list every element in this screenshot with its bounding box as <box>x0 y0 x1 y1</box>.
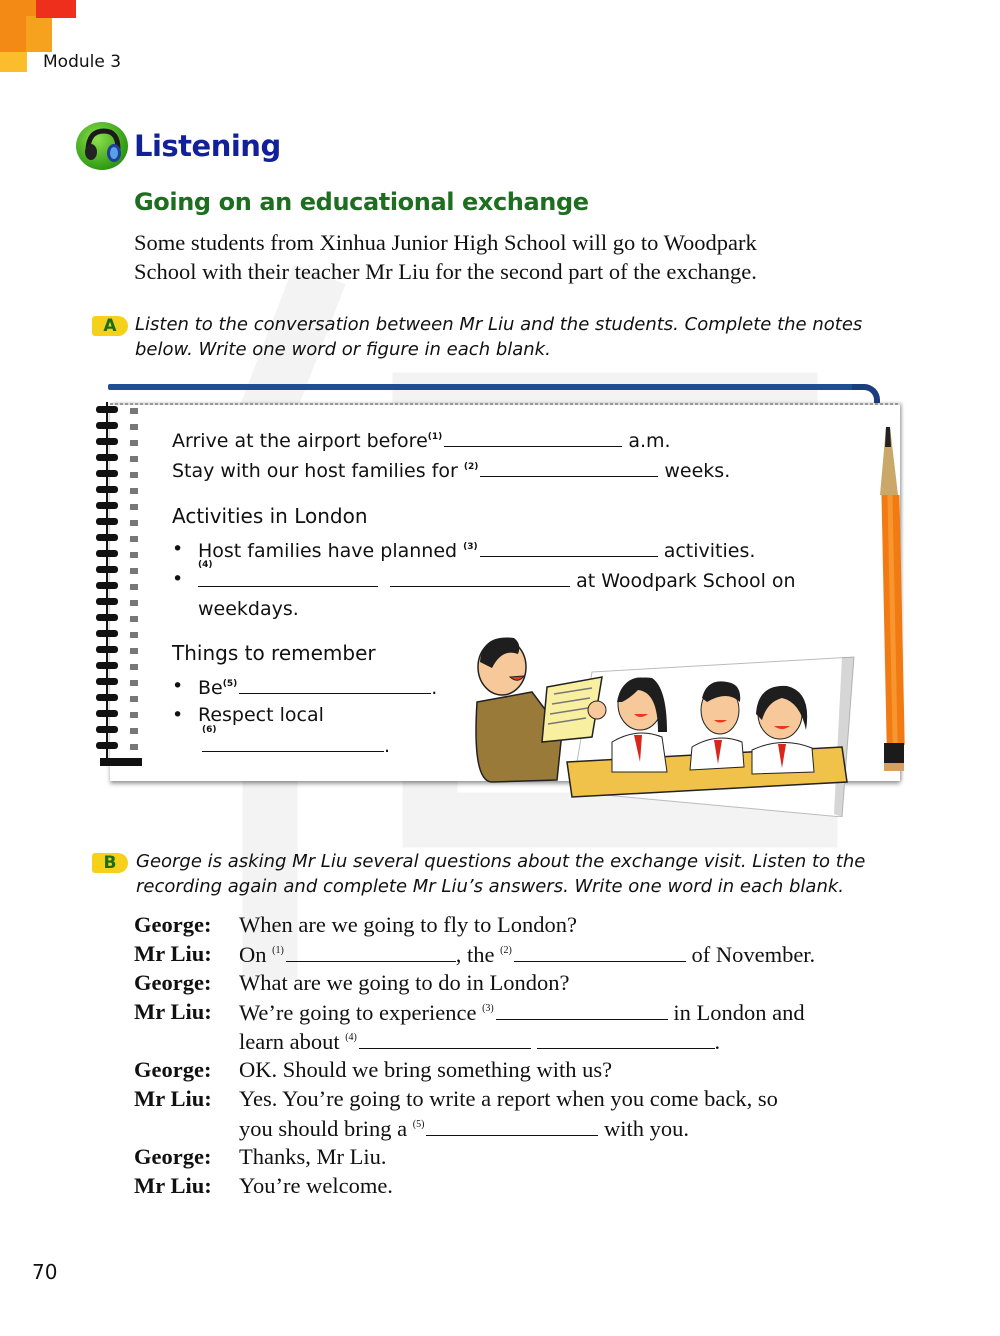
note-bullet-be <box>198 675 437 699</box>
binding-hole <box>130 584 138 590</box>
answer-blank-4a[interactable] <box>359 1028 531 1049</box>
binding-hole <box>130 664 138 670</box>
blank-4a[interactable] <box>198 568 378 587</box>
blank-number: (1) <box>272 945 284 956</box>
note-text: Arrive at the airport before <box>172 430 428 452</box>
utterance-text: learn about <box>239 1029 340 1054</box>
instruction-line: George is asking Mr Liu several questions about the exchange visit. Listen to the <box>136 851 866 872</box>
binding-hole <box>130 744 138 750</box>
listening-title: Listening <box>134 129 281 163</box>
note-text: weekdays. <box>198 598 299 620</box>
binding-hole <box>130 456 138 462</box>
binding-hole <box>130 568 138 574</box>
note-text: . <box>384 735 391 757</box>
corner-decoration <box>26 16 52 52</box>
note-text: at Woodpark School on <box>576 570 796 592</box>
utterance-text: with you. <box>604 1116 690 1141</box>
note-text: Respect local <box>198 704 324 726</box>
task-b-instructions <box>136 850 896 899</box>
note-text: . <box>431 677 438 699</box>
binding-hole <box>130 680 138 686</box>
note-arrival <box>172 428 671 452</box>
notebook-cover-edge <box>108 384 866 390</box>
answer-blank-1[interactable] <box>286 941 456 962</box>
binding-hole <box>130 600 138 606</box>
module-label: Module 3 <box>43 52 122 72</box>
binding-hole <box>130 696 138 702</box>
utterance-text: in London and <box>673 1000 805 1025</box>
binding-hole <box>130 728 138 734</box>
speaker-label: Mr Liu: <box>134 1173 212 1198</box>
speaker-label: Mr Liu: <box>134 941 212 966</box>
binding-hole <box>130 472 138 478</box>
binding-hole <box>130 536 138 542</box>
instruction-line: below. Write one word or figure in each blank. <box>135 338 551 360</box>
note-text: Host families have planned <box>198 540 458 562</box>
section-title: Going on an educational exchange <box>134 188 589 216</box>
answer-blank-3[interactable] <box>496 999 668 1020</box>
utterance <box>239 1028 720 1055</box>
blank-number: (5) <box>222 679 238 689</box>
blank-6[interactable] <box>202 733 384 752</box>
note-stay <box>172 458 730 482</box>
blank-number: (6) <box>202 725 217 735</box>
intro-line: Some students from Xinhua Junior High School will go to Woodpark <box>134 230 757 255</box>
binding-hole <box>130 408 138 414</box>
binding-hole <box>130 552 138 558</box>
utterance-text: you should bring a <box>239 1116 408 1141</box>
intro-line: School with their teacher Mr Liu for the second part of the exchange. <box>134 259 757 284</box>
note-text: Be <box>198 677 223 699</box>
headphones-icon <box>76 122 128 170</box>
blank-number: (3) <box>482 1003 494 1014</box>
blank-4b[interactable] <box>390 568 570 587</box>
task-b-badge: B <box>92 853 128 873</box>
activities-heading: Activities in London <box>172 504 368 528</box>
speaker-label: Mr Liu: <box>134 999 212 1024</box>
blank-number: (2) <box>463 462 479 472</box>
utterance <box>239 999 805 1026</box>
blank-number: (1) <box>427 432 443 442</box>
utterance: What are we going to do in London? <box>239 970 570 995</box>
blank-number: (3) <box>463 542 478 552</box>
blank-2[interactable] <box>480 458 658 477</box>
utterance: OK. Should we bring something with us? <box>239 1057 613 1082</box>
blank-number: (5) <box>412 1119 425 1130</box>
utterance-text: On <box>239 942 267 967</box>
pencil-icon <box>878 425 918 775</box>
speaker-label: George: <box>134 1057 212 1082</box>
classroom-illustration <box>462 632 862 817</box>
binding-hole <box>130 712 138 718</box>
blank-1[interactable] <box>444 428 622 447</box>
binding-hole <box>130 440 138 446</box>
binding-hole <box>130 424 138 430</box>
corner-decoration <box>0 52 27 72</box>
speaker-label: Mr Liu: <box>134 1086 212 1111</box>
note-bullet-weekdays <box>198 560 796 592</box>
binding-hole <box>130 632 138 638</box>
blank-3[interactable] <box>480 538 658 557</box>
speaker-label: George: <box>134 1144 212 1169</box>
utterance-text: We’re going to experience <box>239 1000 477 1025</box>
answer-blank-4b[interactable] <box>537 1028 715 1049</box>
utterance-text: . <box>714 1029 721 1054</box>
note-text: activities. <box>663 540 756 562</box>
speaker-label: George: <box>134 970 212 995</box>
blank-number: (4) <box>345 1032 357 1043</box>
binding-hole <box>130 504 138 510</box>
note-text: a.m. <box>628 430 671 452</box>
blank-number: • (4) <box>198 560 213 570</box>
note-bullet-respect <box>198 704 324 726</box>
remember-heading: Things to remember <box>172 641 376 665</box>
utterance-text: of November. <box>691 942 816 967</box>
utterance: Yes. You’re going to write a report when you come back, so <box>239 1086 778 1111</box>
intro-paragraph <box>134 228 894 286</box>
binding-hole <box>130 488 138 494</box>
utterance: You’re welcome. <box>239 1173 393 1198</box>
instruction-line: Listen to the conversation between Mr Liu and the students. Complete the notes <box>135 314 863 335</box>
utterance-text: , the <box>455 942 495 967</box>
speaker-label: George: <box>134 912 212 937</box>
spiral-binding-icon <box>90 398 146 778</box>
page-number: 70 <box>32 1260 58 1284</box>
answer-blank-5[interactable] <box>426 1115 598 1136</box>
note-text: Stay with our host families for <box>172 460 458 482</box>
utterance: Thanks, Mr Liu. <box>239 1144 387 1169</box>
binding-hole <box>130 648 138 654</box>
note-respect-blank <box>202 725 391 757</box>
utterance: When are we going to fly to London? <box>239 912 578 937</box>
note-text: weeks. <box>664 460 731 482</box>
utterance <box>239 941 815 968</box>
listening-header <box>76 122 281 170</box>
note-bullet-planned <box>198 538 755 562</box>
task-a-badge: A <box>92 316 128 336</box>
task-a-instructions <box>135 313 895 362</box>
blank-5[interactable] <box>239 675 431 694</box>
utterance <box>239 1115 689 1142</box>
binding-hole <box>130 520 138 526</box>
instruction-line: recording again and complete Mr Liu’s answers. Write one word in each blank. <box>136 875 845 897</box>
binding-hole <box>130 616 138 622</box>
corner-decoration <box>36 0 76 18</box>
answer-blank-2[interactable] <box>514 941 686 962</box>
blank-number: (2) <box>500 945 512 956</box>
